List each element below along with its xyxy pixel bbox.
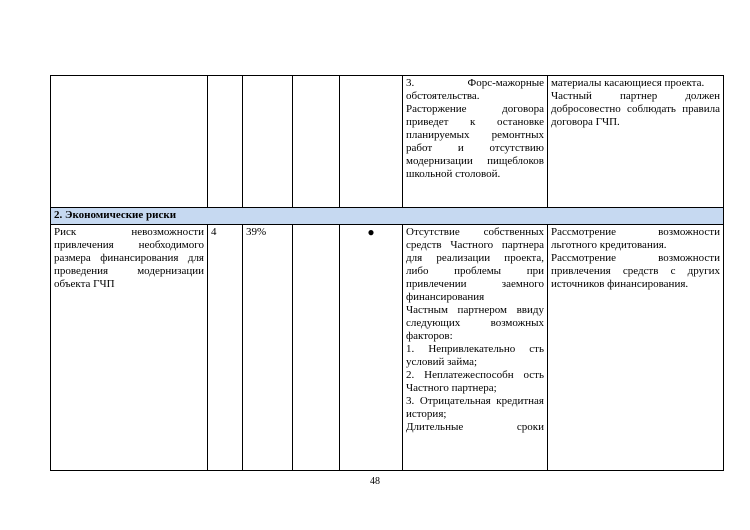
risk-name-cell: Риск невозможности привлечения необходимого размера финансирования для проведения модернизации объекта ГЧП [51, 225, 208, 471]
score-cell [208, 76, 243, 208]
level-cell [293, 76, 340, 208]
measures-text: Рассмотрение возможности льготного кредитования. [551, 226, 720, 251]
level-marker: ● [340, 225, 403, 471]
measures-text: Частный партнер должен добросовестно соблюдать правила договора ГЧП. [551, 90, 720, 128]
cause-text: 1. Непривлекательно сть условий займа; [406, 343, 544, 368]
cause-text: Отсутствие собственных средств Частного партнера для реализации проекта, либо проблемы при привлечении заемного финансирования [406, 226, 544, 303]
measures-cell [548, 225, 724, 471]
measures-cell [548, 76, 724, 208]
level-cell [293, 225, 340, 471]
cause-text: Расторжение договора приведет к остановке планируемых ремонтных работ и отсутствию модернизации пищеблоков школьной столовой. [406, 103, 544, 180]
measures-text: Рассмотрение возможности привлечения средств с других источников финансирования. [551, 252, 720, 290]
probability-cell: 39% [243, 225, 293, 471]
cause-text: 3. Форс-мажорные обстоятельства. [406, 77, 544, 102]
risk-table [50, 75, 724, 471]
table-row [51, 225, 724, 471]
probability-cell [243, 76, 293, 208]
section-header-row [51, 208, 724, 225]
cause-text: 2. Неплатежеспособн ость Частного партнера; [406, 369, 544, 394]
measures-text: материалы касающиеся проекта. [551, 77, 705, 89]
section-title: 2. Экономические риски [51, 208, 724, 225]
cause-cell [403, 76, 548, 208]
table-row [51, 76, 724, 208]
cause-cell [403, 225, 548, 471]
cause-text: Длительные сроки [406, 421, 544, 433]
score-cell: 4 [208, 225, 243, 471]
risk-name-cell [51, 76, 208, 208]
level-cell [340, 76, 403, 208]
cause-text: 3. Отрицательная кредитная история; [406, 395, 544, 420]
page-number: 48 [370, 476, 380, 487]
cause-text: Частным партнером ввиду следующих возможных факторов: [406, 304, 544, 342]
